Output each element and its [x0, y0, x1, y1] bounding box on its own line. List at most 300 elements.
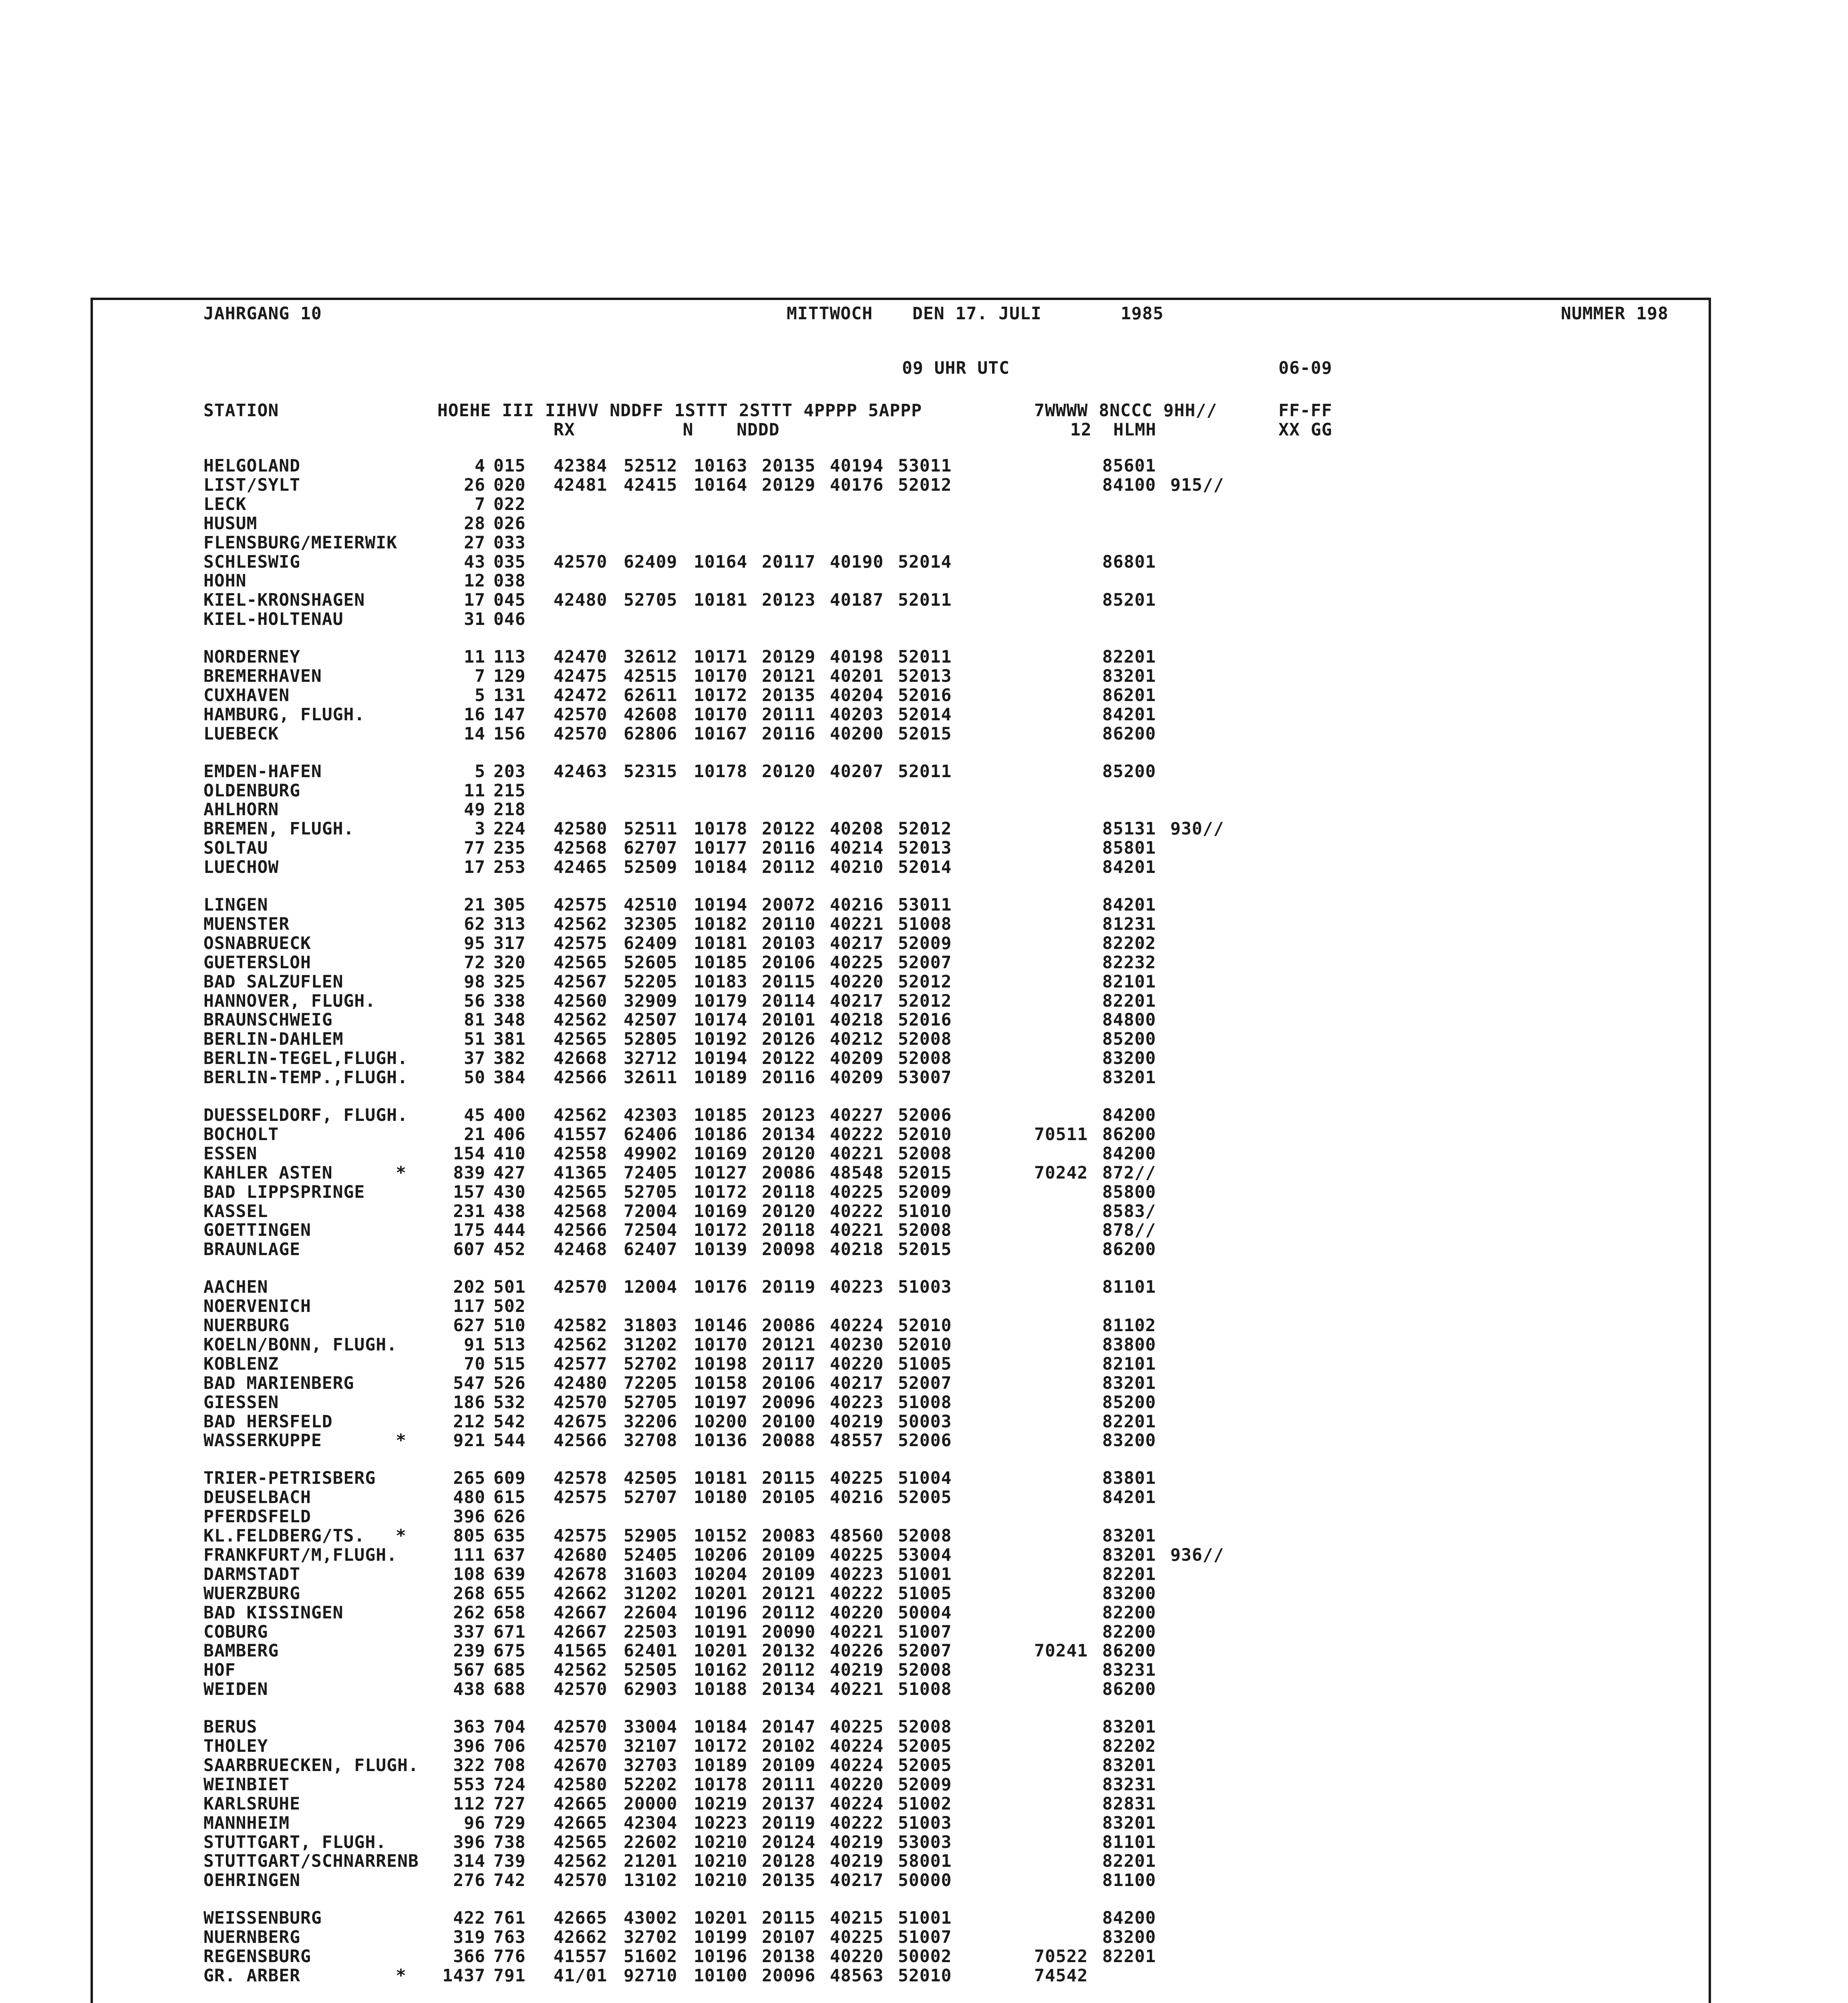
station-height: 117 — [453, 1296, 485, 1317]
group-8nccc: 85200 — [1102, 1029, 1156, 1050]
synop-group: 42558 — [554, 1143, 608, 1164]
synop-group: 10206 — [694, 1545, 748, 1565]
synop-group: 10170 — [694, 666, 748, 686]
synop-group: 10167 — [694, 723, 748, 744]
group-9hh: 930// — [1170, 819, 1224, 839]
synop-group: 42562 — [554, 1105, 608, 1125]
synop-group: 62903 — [624, 1679, 678, 1700]
synop-group: 42680 — [554, 1545, 608, 1565]
group-8nccc: 84200 — [1102, 1143, 1156, 1164]
table-row — [93, 610, 1709, 629]
station-name: KIEL-KRONSHAGEN — [203, 590, 365, 611]
station-name: KL.FELDBERG/TS. — [203, 1526, 365, 1546]
group-8nccc: 83201 — [1102, 1526, 1156, 1546]
table-row — [93, 705, 1709, 724]
group-8nccc: 86200 — [1102, 723, 1156, 744]
synop-group: 40227 — [830, 1105, 884, 1125]
synop-group: 42481 — [554, 475, 608, 495]
synop-group: 42472 — [554, 685, 608, 705]
station-name: BREMEN, FLUGH. — [203, 819, 354, 839]
station-name: LECK — [203, 494, 247, 514]
group-8nccc: 82202 — [1102, 933, 1156, 953]
group-7wwww: 74542 — [1034, 1965, 1088, 1986]
group-8nccc: 83800 — [1102, 1334, 1156, 1355]
synop-group: 51010 — [898, 1201, 952, 1221]
station-name: AHLHORN — [203, 800, 279, 820]
table-row — [93, 934, 1709, 953]
synop-group: 52705 — [624, 1182, 678, 1202]
synop-group: 20121 — [762, 1583, 816, 1604]
synop-group: 20115 — [762, 1908, 816, 1928]
group-8nccc: 83201 — [1102, 1755, 1156, 1775]
synop-group: 53003 — [898, 1832, 952, 1852]
synop-group: 41365 — [554, 1163, 608, 1183]
group-8nccc: 81102 — [1102, 1316, 1156, 1336]
synop-group: 42568 — [554, 838, 608, 858]
synop-group: 20112 — [762, 1660, 816, 1681]
station-name: BAD KISSINGEN — [203, 1602, 344, 1623]
synop-group: 10200 — [694, 1411, 748, 1432]
synop-group: 10219 — [694, 1793, 748, 1814]
station-height: 3 — [475, 819, 485, 839]
station-height: 186 — [453, 1392, 485, 1413]
synop-group: 40218 — [830, 1010, 884, 1030]
synop-group: 53004 — [898, 1545, 952, 1565]
synop-group: 41557 — [554, 1947, 608, 1967]
mountain-station-marker: * — [396, 1163, 407, 1183]
group-7wwww: 70242 — [1034, 1163, 1088, 1183]
synop-group: 10182 — [694, 914, 748, 934]
synop-group: 72405 — [624, 1163, 678, 1183]
synop-group: 52014 — [898, 704, 952, 725]
synop-group: 51004 — [898, 1468, 952, 1489]
synop-group: 10172 — [694, 685, 748, 705]
station-name: FRANKFURT/M,FLUGH. — [203, 1545, 397, 1565]
synop-group: 52010 — [898, 1316, 952, 1336]
table-row — [93, 724, 1709, 744]
synop-group: 31202 — [624, 1334, 678, 1355]
station-index: 438 — [493, 1201, 526, 1221]
station-height: 4 — [475, 456, 485, 476]
station-name: SOLTAU — [203, 838, 268, 858]
synop-group: 40190 — [830, 552, 884, 572]
synop-group: 40215 — [830, 1908, 884, 1928]
synop-group: 20000 — [624, 1793, 678, 1814]
station-index: 739 — [493, 1851, 526, 1872]
synop-group: 62611 — [624, 685, 678, 705]
synop-group: 10169 — [694, 1201, 748, 1221]
station-index: 444 — [493, 1220, 526, 1241]
group-8nccc: 85800 — [1102, 1182, 1156, 1202]
table-row — [93, 590, 1709, 610]
station-height: 319 — [453, 1927, 485, 1948]
station-name: OLDENBURG — [203, 780, 300, 801]
table-row — [93, 1106, 1709, 1125]
station-name: BOCHOLT — [203, 1124, 279, 1145]
synop-group: 52202 — [624, 1774, 678, 1795]
synop-group: 40222 — [830, 1201, 884, 1221]
station-height: 49 — [464, 800, 485, 820]
group-8nccc: 82232 — [1102, 952, 1156, 973]
synop-group: 52905 — [624, 1526, 678, 1546]
synop-group: 10181 — [694, 933, 748, 953]
station-name: HOF — [203, 1660, 236, 1681]
synop-group: 40201 — [830, 666, 884, 686]
synop-group: 40220 — [830, 1947, 884, 1967]
synop-group: 42570 — [554, 1870, 608, 1891]
synop-group: 42575 — [554, 895, 608, 915]
group-8nccc: 84201 — [1102, 1487, 1156, 1508]
station-height: 337 — [453, 1622, 485, 1642]
station-height: 11 — [464, 780, 485, 801]
synop-group: 42562 — [554, 1010, 608, 1030]
synop-group: 52012 — [898, 971, 952, 992]
synop-group: 20129 — [762, 475, 816, 495]
synop-group: 53011 — [898, 456, 952, 476]
synop-group: 42670 — [554, 1755, 608, 1775]
station-name: KAHLER ASTEN — [203, 1163, 333, 1183]
synop-group: 10169 — [694, 1143, 748, 1164]
station-name: DUESSELDORF, FLUGH. — [203, 1105, 408, 1125]
synop-group: 52015 — [898, 1163, 952, 1183]
synop-group: 40209 — [830, 1068, 884, 1088]
table-row — [93, 1507, 1709, 1526]
synop-group: 20110 — [762, 914, 816, 934]
synop-group: 42608 — [624, 704, 678, 725]
synop-group: 42565 — [554, 1832, 608, 1852]
station-name: COBURG — [203, 1622, 268, 1642]
synop-group: 20112 — [762, 1602, 816, 1623]
synop-group: 52512 — [624, 456, 678, 476]
synop-group: 20121 — [762, 1334, 816, 1355]
col-station: STATION — [203, 401, 279, 421]
synop-group: 20129 — [762, 647, 816, 667]
synop-group: 40176 — [830, 475, 884, 495]
synop-group: 20116 — [762, 723, 816, 744]
station-height: 21 — [464, 895, 485, 915]
station-name: REGENSBURG — [203, 1947, 311, 1967]
station-name: HANNOVER, FLUGH. — [203, 991, 376, 1011]
station-index: 776 — [493, 1947, 526, 1967]
synop-group: 52012 — [898, 991, 952, 1011]
table-row — [93, 1814, 1709, 1833]
synop-group: 42577 — [554, 1354, 608, 1374]
synop-group: 20106 — [762, 1373, 816, 1393]
station-name: LUECHOW — [203, 857, 279, 878]
synop-group: 51001 — [898, 1908, 952, 1928]
station-height: 322 — [453, 1755, 485, 1775]
station-name: WEINBIET — [203, 1774, 290, 1795]
table-row — [93, 1947, 1709, 1966]
station-height: 62 — [464, 914, 485, 934]
synop-group: 42667 — [554, 1602, 608, 1623]
synop-group: 32909 — [624, 991, 678, 1011]
station-height: 1437 — [442, 1965, 485, 1986]
col-header-line2: RX N NDDD — [554, 420, 780, 440]
synop-group: 40221 — [830, 1679, 884, 1700]
station-name: BREMERHAVEN — [203, 666, 322, 686]
station-name: WUERZBURG — [203, 1583, 300, 1604]
synop-group: 43002 — [624, 1908, 678, 1928]
synop-group: 33004 — [624, 1717, 678, 1737]
station-name: STUTTGART, FLUGH. — [203, 1832, 387, 1852]
synop-group: 42575 — [554, 933, 608, 953]
station-name: NOERVENICH — [203, 1296, 311, 1317]
table-row — [93, 686, 1709, 705]
group-8nccc: 82101 — [1102, 971, 1156, 992]
table-row — [93, 1469, 1709, 1488]
synop-group: 50003 — [898, 1411, 952, 1432]
table-row — [93, 858, 1709, 877]
synop-group: 40221 — [830, 914, 884, 934]
synop-group: 20121 — [762, 666, 816, 686]
station-index: 513 — [493, 1334, 526, 1355]
station-name: HELGOLAND — [203, 456, 300, 476]
synop-group: 52016 — [898, 685, 952, 705]
station-name: BERLIN-DAHLEM — [203, 1029, 344, 1050]
synop-group: 42665 — [554, 1793, 608, 1814]
station-index: 317 — [493, 933, 526, 953]
synop-group: 92710 — [624, 1965, 678, 1986]
synop-group: 49902 — [624, 1143, 678, 1164]
station-height: 262 — [453, 1602, 485, 1623]
synop-group: 48548 — [830, 1163, 884, 1183]
station-name: DARMSTADT — [203, 1564, 300, 1584]
station-name: BAD MARIENBERG — [203, 1373, 354, 1393]
station-height: 16 — [464, 704, 485, 725]
station-index: 015 — [493, 456, 526, 476]
table-row — [93, 1660, 1709, 1680]
synop-group: 22604 — [624, 1602, 678, 1623]
station-index: 655 — [493, 1583, 526, 1604]
station-height: 921 — [453, 1431, 485, 1451]
year: 1985 — [1121, 304, 1164, 324]
station-name: BRAUNSCHWEIG — [203, 1010, 333, 1030]
station-index: 113 — [493, 647, 526, 667]
station-name: KOELN/BONN, FLUGH. — [203, 1334, 397, 1355]
weekday: MITTWOCH — [787, 304, 873, 324]
synop-group: 31803 — [624, 1316, 678, 1336]
synop-group: 42562 — [554, 1660, 608, 1681]
synop-group: 40220 — [830, 1602, 884, 1623]
synop-group: 52511 — [624, 819, 678, 839]
station-name: BERUS — [203, 1717, 258, 1737]
synop-group: 20096 — [762, 1965, 816, 1986]
table-row — [93, 1603, 1709, 1622]
station-name: BAD LIPPSPRINGE — [203, 1182, 365, 1202]
station-index: 305 — [493, 895, 526, 915]
group-8nccc: 86200 — [1102, 1239, 1156, 1260]
table-row — [93, 819, 1709, 838]
synop-group: 20135 — [762, 685, 816, 705]
group-7wwww: 70241 — [1034, 1641, 1088, 1661]
station-index: 384 — [493, 1068, 526, 1088]
group-8nccc: 85601 — [1102, 456, 1156, 476]
station-index: 406 — [493, 1124, 526, 1145]
synop-group: 53011 — [898, 895, 952, 915]
group-8nccc: 86200 — [1102, 1641, 1156, 1661]
synop-group: 10201 — [694, 1641, 748, 1661]
synop-group: 72504 — [624, 1220, 678, 1241]
station-name: BRAUNLAGE — [203, 1239, 300, 1260]
station-index: 626 — [493, 1507, 526, 1527]
table-row — [93, 1871, 1709, 1890]
table-row — [93, 1966, 1709, 1985]
synop-group: 52405 — [624, 1545, 678, 1565]
group-8nccc: 878// — [1102, 1220, 1156, 1241]
synop-group: 10184 — [694, 857, 748, 878]
synop-group: 41565 — [554, 1641, 608, 1661]
synop-group: 62409 — [624, 933, 678, 953]
station-height: 5 — [475, 761, 485, 782]
station-height: 363 — [453, 1717, 485, 1737]
station-name: THOLEY — [203, 1736, 268, 1756]
synop-group: 20119 — [762, 1277, 816, 1298]
synop-group: 20109 — [762, 1755, 816, 1775]
synop-group: 40204 — [830, 685, 884, 705]
station-name: AACHEN — [203, 1277, 268, 1298]
synop-group: 10172 — [694, 1220, 748, 1241]
synop-group: 52006 — [898, 1105, 952, 1125]
station-name: PFERDSFELD — [203, 1507, 311, 1527]
synop-group: 20135 — [762, 456, 816, 476]
group-8nccc: 83201 — [1102, 1068, 1156, 1088]
station-height: 7 — [475, 666, 485, 686]
station-index: 727 — [493, 1793, 526, 1814]
station-name: TRIER-PETRISBERG — [203, 1468, 376, 1489]
station-height: 547 — [453, 1373, 485, 1393]
table-row — [93, 1584, 1709, 1603]
group-8nccc: 85200 — [1102, 761, 1156, 782]
station-height: 31 — [464, 609, 485, 630]
synop-group: 10210 — [694, 1851, 748, 1872]
synop-group: 42465 — [554, 857, 608, 878]
synop-group: 42560 — [554, 991, 608, 1011]
station-index: 729 — [493, 1813, 526, 1833]
synop-group: 10189 — [694, 1068, 748, 1088]
synop-group: 42665 — [554, 1908, 608, 1928]
synop-group: 42575 — [554, 1526, 608, 1546]
station-index: 685 — [493, 1660, 526, 1681]
group-8nccc: 83201 — [1102, 1373, 1156, 1393]
synop-group: 40224 — [830, 1793, 884, 1814]
table-row — [93, 1775, 1709, 1794]
synop-group: 10198 — [694, 1354, 748, 1374]
synop-group: 10174 — [694, 1010, 748, 1030]
synop-group: 40221 — [830, 1143, 884, 1164]
group-7wwww: 70511 — [1034, 1124, 1088, 1145]
synop-group: 42662 — [554, 1583, 608, 1604]
group-8nccc: 86200 — [1102, 1679, 1156, 1700]
synop-group: 32703 — [624, 1755, 678, 1775]
station-index: 763 — [493, 1927, 526, 1948]
station-index: 639 — [493, 1564, 526, 1584]
table-row — [93, 533, 1709, 552]
report-sheet — [91, 298, 1711, 2003]
synop-group: 51003 — [898, 1813, 952, 1833]
mountain-station-marker: * — [396, 1965, 407, 1986]
station-name: ESSEN — [203, 1143, 258, 1164]
station-name: NORDERNEY — [203, 647, 300, 667]
table-row — [93, 667, 1709, 686]
synop-group: 52007 — [898, 952, 952, 973]
group-8nccc: 81100 — [1102, 1870, 1156, 1891]
synop-group: 52010 — [898, 1965, 952, 1986]
station-index: 218 — [493, 800, 526, 820]
synop-group: 40221 — [830, 1622, 884, 1642]
synop-group: 48557 — [830, 1431, 884, 1451]
synop-group: 40194 — [830, 456, 884, 476]
synop-group: 20122 — [762, 819, 816, 839]
synop-group: 40203 — [830, 704, 884, 725]
synop-group: 40224 — [830, 1736, 884, 1756]
table-row — [93, 1431, 1709, 1450]
station-index: 253 — [493, 857, 526, 878]
group-8nccc: 82201 — [1102, 1411, 1156, 1432]
synop-group: 48560 — [830, 1526, 884, 1546]
group-8nccc: 82202 — [1102, 1736, 1156, 1756]
synop-group: 42480 — [554, 1373, 608, 1393]
synop-group: 51008 — [898, 1679, 952, 1700]
station-index: 427 — [493, 1163, 526, 1183]
synop-group: 42562 — [554, 914, 608, 934]
station-index: 381 — [493, 1029, 526, 1050]
synop-group: 32206 — [624, 1411, 678, 1432]
synop-group: 52509 — [624, 857, 678, 878]
synop-group: 40221 — [830, 1220, 884, 1241]
synop-group: 40217 — [830, 1870, 884, 1891]
group-8nccc: 84200 — [1102, 1105, 1156, 1125]
synop-group: 52009 — [898, 1182, 952, 1202]
station-index: 325 — [493, 971, 526, 992]
station-height: 98 — [464, 971, 485, 992]
station-name: HOHN — [203, 571, 247, 591]
synop-group: 10180 — [694, 1487, 748, 1508]
synop-group: 20106 — [762, 952, 816, 973]
group-8nccc: 84201 — [1102, 857, 1156, 878]
synop-group: 51002 — [898, 1793, 952, 1814]
synop-group: 20124 — [762, 1832, 816, 1852]
synop-group: 20132 — [762, 1641, 816, 1661]
synop-group: 42384 — [554, 456, 608, 476]
group-8nccc: 85200 — [1102, 1392, 1156, 1413]
station-index: 038 — [493, 571, 526, 591]
station-name: KOBLENZ — [203, 1354, 279, 1374]
synop-group: 52008 — [898, 1717, 952, 1737]
synop-group: 42475 — [554, 666, 608, 686]
station-height: 50 — [464, 1068, 485, 1088]
station-index: 706 — [493, 1736, 526, 1756]
synop-group: 10170 — [694, 704, 748, 725]
synop-group: 10194 — [694, 1048, 748, 1069]
station-index: 544 — [493, 1431, 526, 1451]
synop-group: 40222 — [830, 1124, 884, 1145]
table-row — [93, 456, 1709, 476]
synop-group: 10191 — [694, 1622, 748, 1642]
synop-group: 10152 — [694, 1526, 748, 1546]
station-name: NUERNBERG — [203, 1927, 300, 1948]
group-8nccc: 83200 — [1102, 1927, 1156, 1948]
station-index: 156 — [493, 723, 526, 744]
synop-group: 42463 — [554, 761, 608, 782]
table-row — [93, 571, 1709, 590]
synop-group: 40198 — [830, 647, 884, 667]
synop-group: 20116 — [762, 838, 816, 858]
synop-group: 40212 — [830, 1029, 884, 1050]
synop-group: 40217 — [830, 933, 884, 953]
table-row — [93, 1412, 1709, 1431]
synop-group: 42568 — [554, 1201, 608, 1221]
